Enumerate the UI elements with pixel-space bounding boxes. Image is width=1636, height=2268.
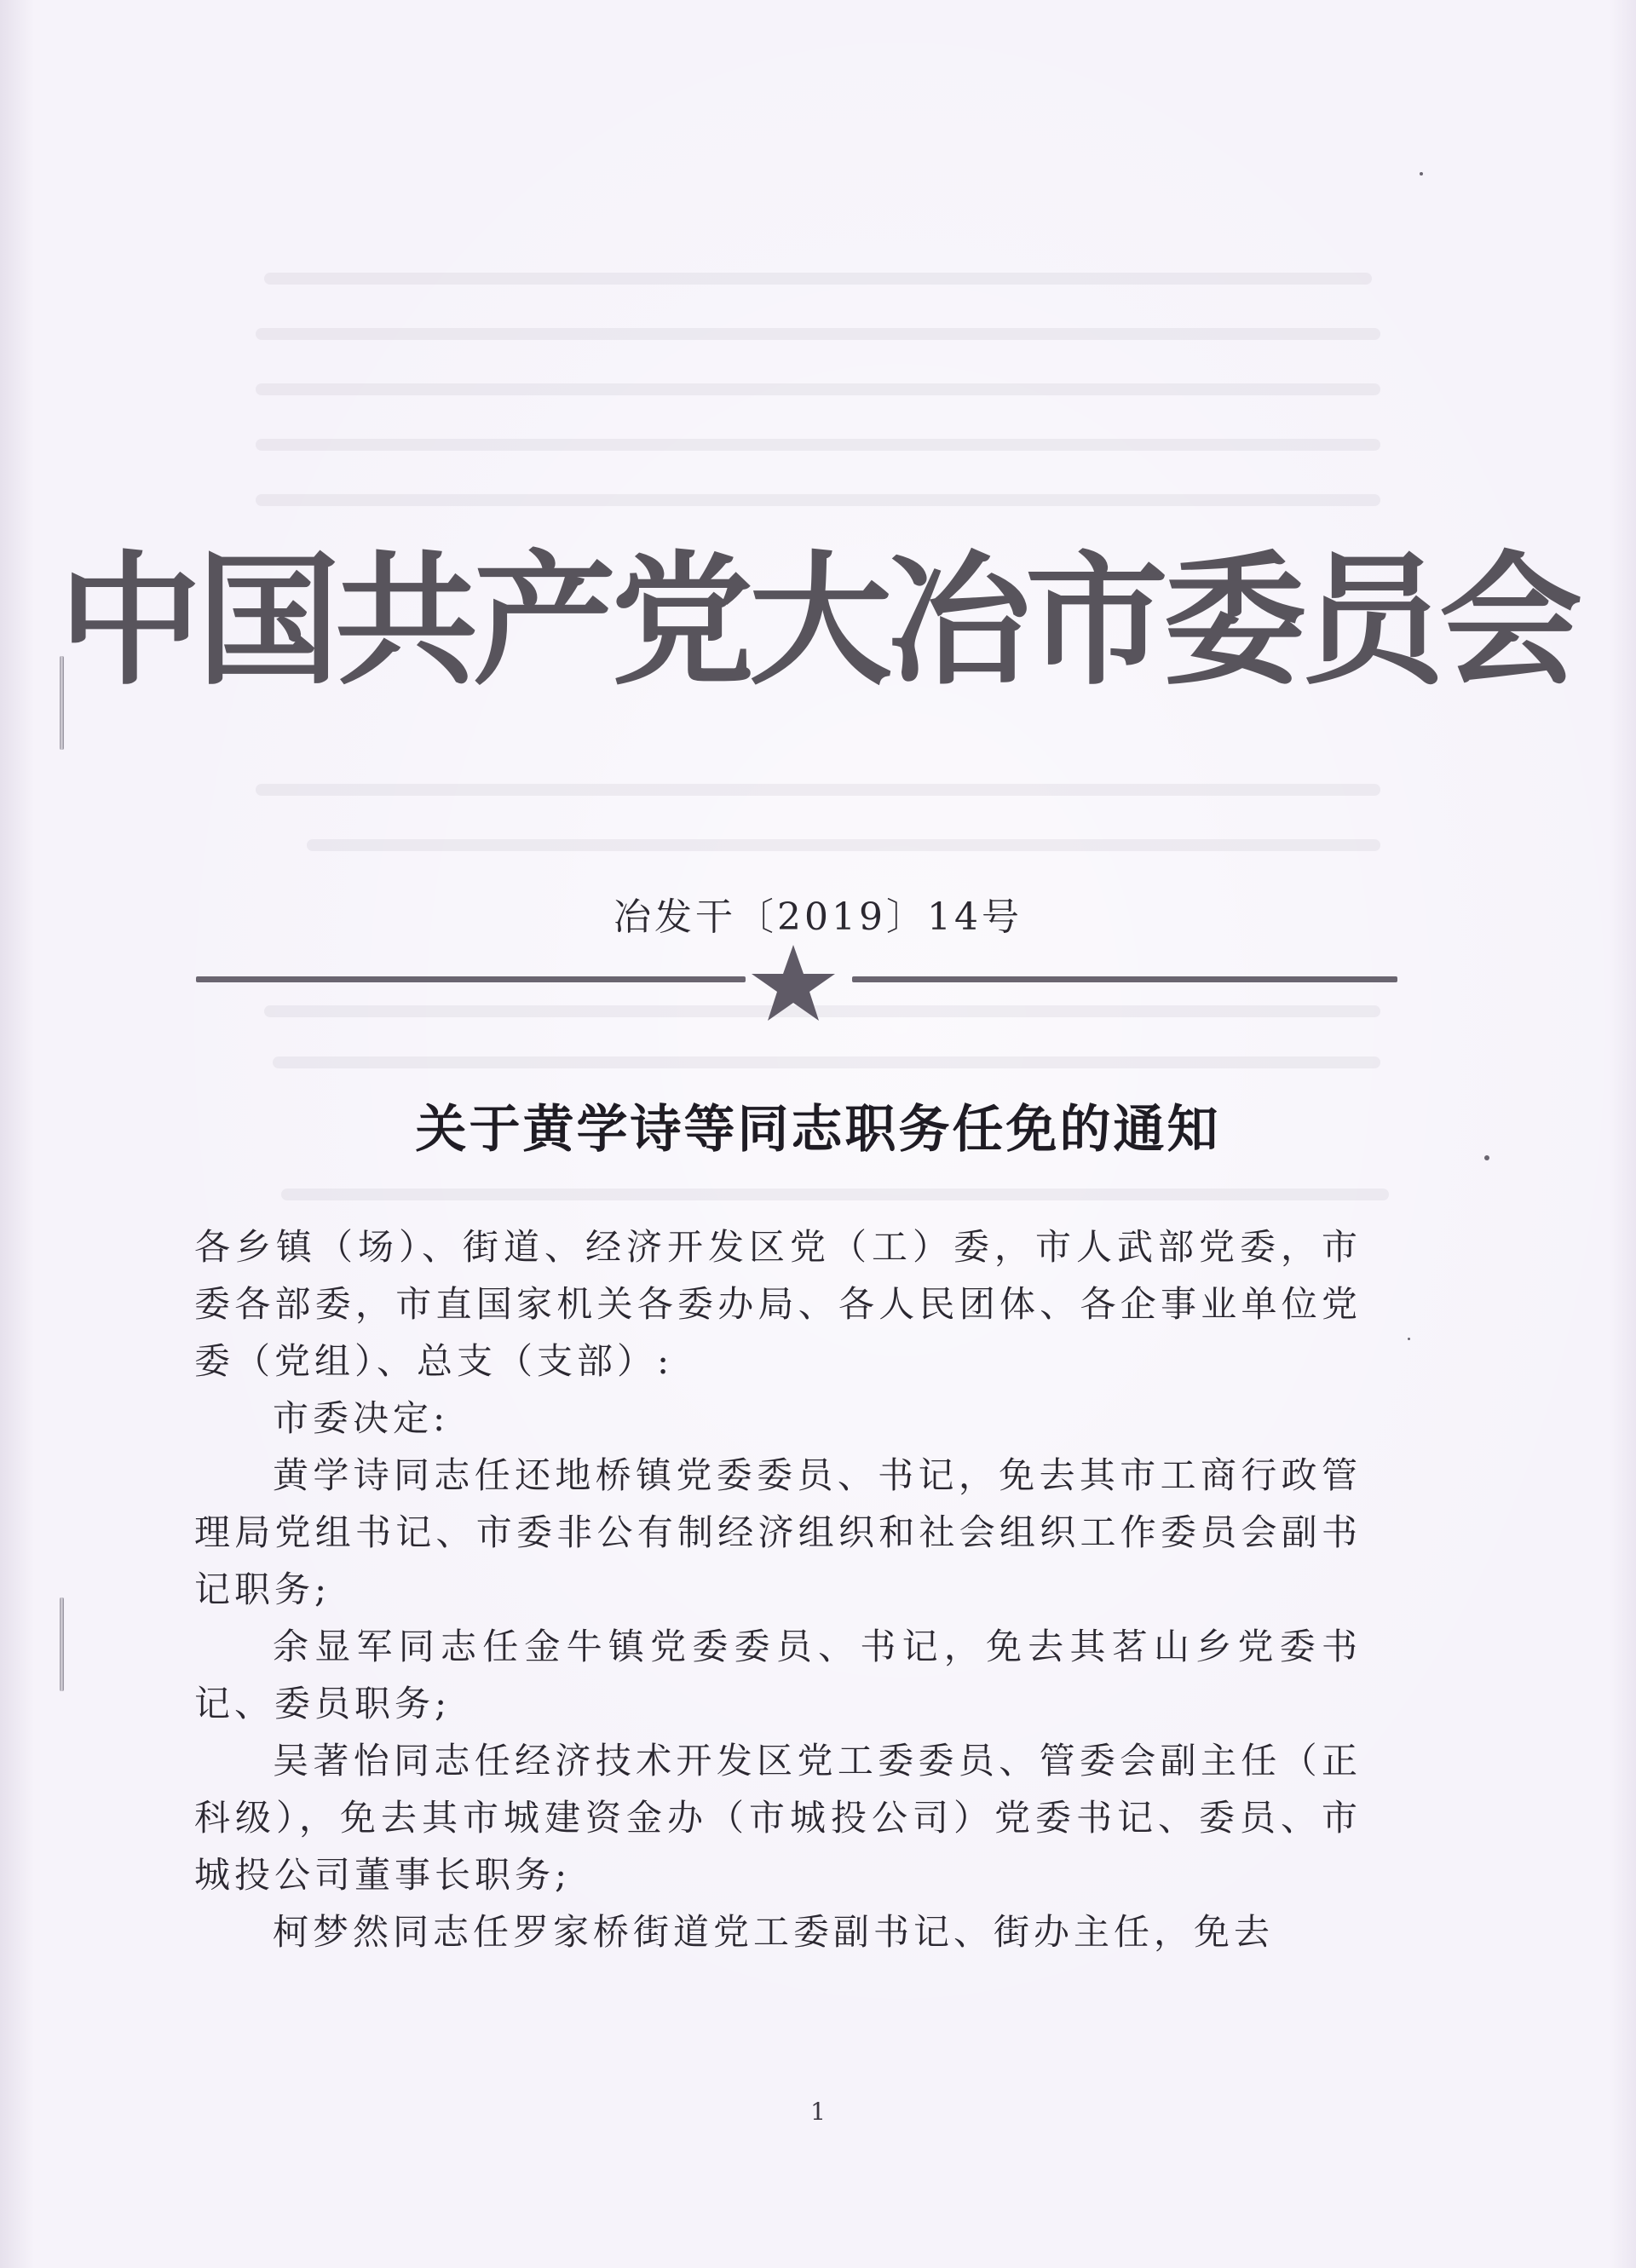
- notice-title: 关于黄学诗等同志职务任免的通知: [415, 1100, 1221, 1160]
- appointment-paragraph: 吴著怡同志任经济技术开发区党工委委员、管委会副主任（正科级），免去其市城建资金办（市城投公司）党委书记、委员、市城投公司董事长职务;: [194, 1740, 1362, 1896]
- bleed-through-line: [307, 839, 1380, 851]
- star-icon: [746, 941, 840, 1023]
- scan-speck: [1420, 172, 1423, 176]
- organization-header: 中国共产党大冶市委员会: [59, 538, 1577, 705]
- bleed-through-line: [256, 328, 1380, 340]
- bleed-through-line: [281, 1189, 1389, 1200]
- bleed-through-line: [256, 383, 1380, 395]
- bleed-through-line: [273, 1056, 1380, 1068]
- bleed-through-line: [256, 439, 1380, 451]
- notice-body: [194, 1218, 1362, 1960]
- decision-intro: 市委决定:: [273, 1397, 450, 1439]
- appointment-paragraph: 余显军同志任金牛镇党委委员、书记，免去其茗山乡党委书记、委员职务;: [194, 1626, 1362, 1724]
- bleed-through-line: [256, 784, 1380, 796]
- divider-line-right: [852, 976, 1397, 982]
- bleed-through-line: [256, 494, 1380, 506]
- scan-speck: [1408, 1338, 1410, 1340]
- scan-speck: [1484, 1155, 1489, 1160]
- staple-icon: [60, 1597, 64, 1691]
- document-number: 冶发干〔2019〕14号: [614, 895, 1022, 939]
- appointment-paragraph: 柯梦然同志任罗家桥街道党工委副书记、街办主任，免去: [273, 1911, 1275, 1953]
- recipients-paragraph: 各乡镇（场）、街道、经济开发区党（工）委，市人武部党委，市委各部委，市直国家机关各委办局、各人民团体、各企事业单位党委（党组）、总支（支部）:: [194, 1226, 1362, 1382]
- divider-line-left: [196, 976, 746, 982]
- page-number: 1: [810, 2098, 826, 2126]
- bleed-through-line: [264, 273, 1372, 285]
- appointment-paragraph: 黄学诗同志任还地桥镇党委委员、书记，免去其市工商行政管理局党组书记、市委非公有制经济组织和社会组织工作委员会副书记职务;: [194, 1454, 1362, 1610]
